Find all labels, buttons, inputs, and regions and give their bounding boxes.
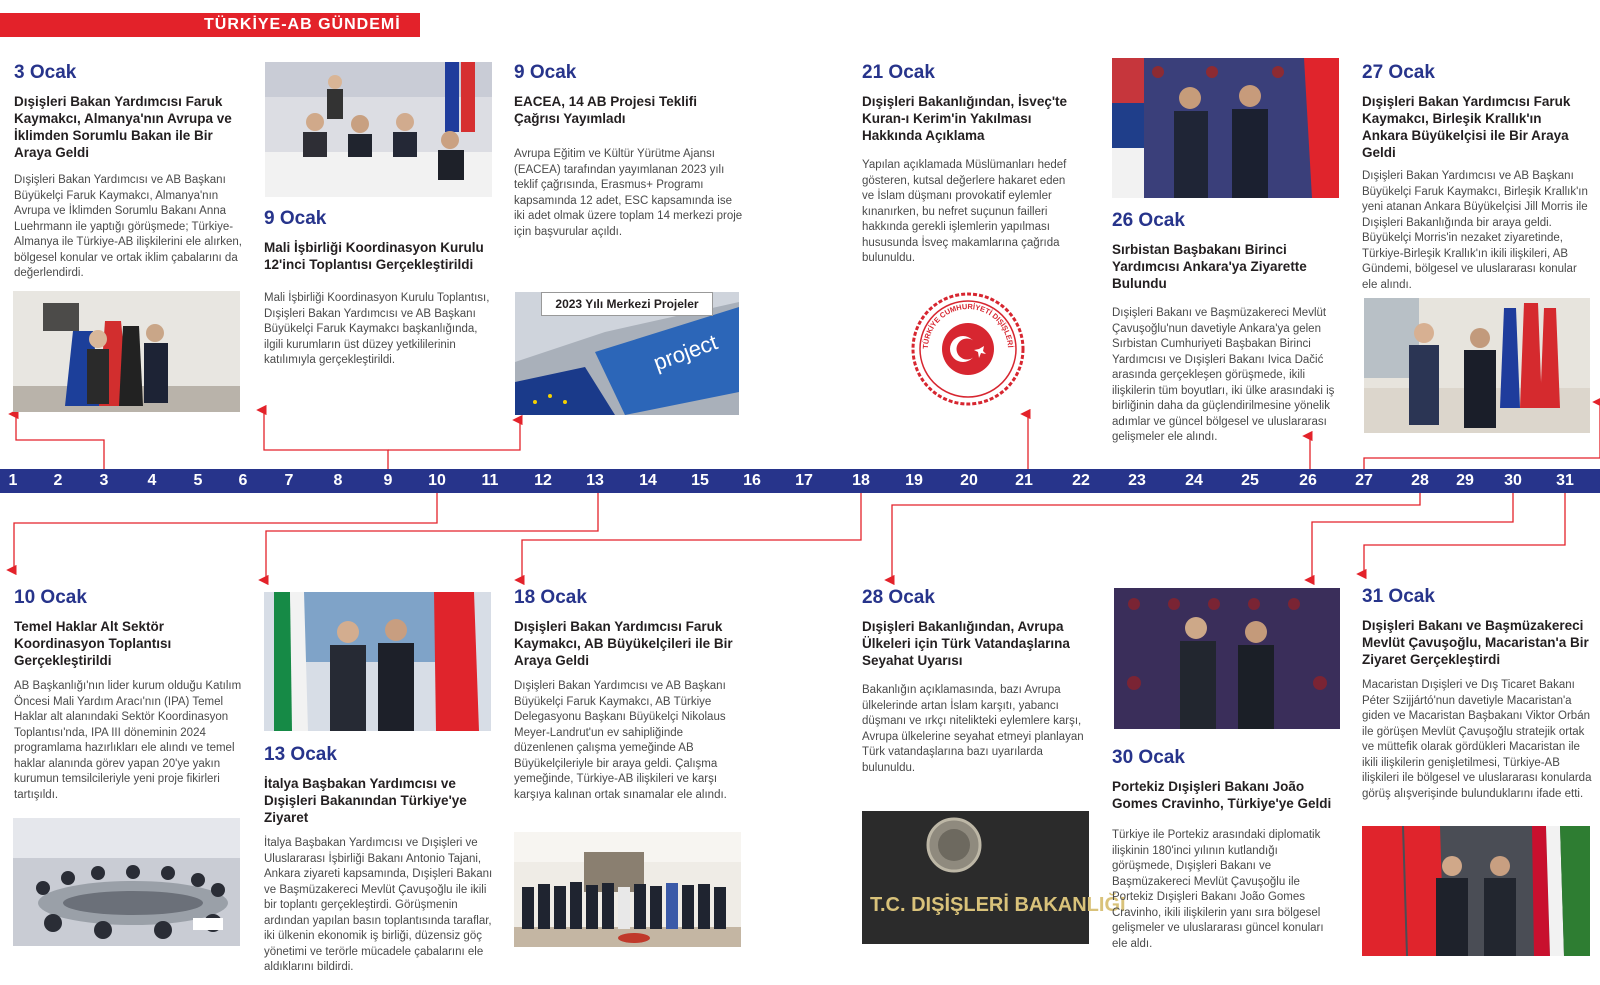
event-date: 3 Ocak xyxy=(14,62,77,83)
event-date: 21 Ocak xyxy=(862,62,935,83)
timeline-day-31: 31 xyxy=(1556,472,1574,489)
timeline-day-5: 5 xyxy=(193,472,203,489)
event-body: Avrupa Eğitim ve Kültür Yürütme Ajansı (EACEA) tarafından yayımlanan 2023 yılı teklif çağrısında, Erasmus+ Programı kapsamında 12 adet, ESC kapsamında ise iki adet olmak üzere toplam 14 merkezi proje için başvurular açıldı. xyxy=(514,148,743,238)
timeline-day-15: 15 xyxy=(691,472,709,489)
timeline-day-20: 20 xyxy=(960,472,978,489)
photo-jan31-handshake xyxy=(1362,826,1590,956)
event-body: Dışişleri Bakan Yardımcısı ve AB Başkanı Büyükelçi Faruk Kaymakcı, Almanya'nın Avrupa ve İklimden Sorumlu Bakanı Anna Luehrmann ile yaptığı görüşmede; Türkiye-Almanya ile Türkiye-AB ilişkilerini ele alırken, bölgesel konular ve ortak iklim çabalarını da değerlendirdi. xyxy=(14,174,242,279)
event-card-jan13 xyxy=(264,744,494,976)
timeline-day-30: 30 xyxy=(1504,472,1522,489)
project-key-label: project xyxy=(650,329,721,376)
event-date: 9 Ocak xyxy=(264,208,327,229)
event-title: Dışişleri Bakanlığından, İsveç'te Kuran-ı Kerim'in Yakılması Hakkında Açıklama xyxy=(862,94,1068,143)
event-card-jan3 xyxy=(14,62,244,282)
event-date: 28 Ocak xyxy=(862,587,935,608)
timeline-day-24: 24 xyxy=(1185,472,1203,489)
event-title: Dışişleri Bakanı ve Başmüzakereci Mevlüt Çavuşoğlu, Macaristan'a Bir Ziyaret Gerçekleştirdi xyxy=(1362,618,1589,667)
event-title: İtalya Başbakan Yardımcısı ve Dışişleri Bakanından Türkiye'ye Ziyaret xyxy=(264,776,467,825)
event-body: AB Başkanlığı'nın lider kurum olduğu Katılım Öncesi Mali Yardım Aracı'nın (IPA) Temel Haklar alt alanındaki Sektör Koordinasyon Toplantısı'nda, IPA III döneminin 2024 programlama hazırlıkları ele alındı ve temel haklar alanında görev yapan 20'ye yakın kurumun temsilcileriyle yeni proje fikirleri tartışıldı. xyxy=(14,680,242,801)
event-card-jan18 xyxy=(514,587,744,803)
photo-jan9-project-key xyxy=(515,292,739,415)
ministry-sign-text: T.C. DIŞİŞLERİ BAKANLIĞI xyxy=(870,894,1126,916)
event-date: 10 Ocak xyxy=(14,587,87,608)
event-title: Sırbistan Başbakanı Birinci Yardımcısı Ankara'ya Ziyarette Bulundu xyxy=(1112,242,1307,291)
event-title: Temel Haklar Alt Sektör Koordinasyon Toplantısı Gerçekleştirildi xyxy=(14,619,172,668)
event-body: Bakanlığın açıklamasında, bazı Avrupa ülkelerinde artan İslam karşıtı, yabancı düşmanı ve ırkçı nitelikteki eylemlere karşı, Avrupa ülkelerine seyahat etmeyi planlayan Türk vatandaşlarına bazı uyarılarda bulunuldu. xyxy=(862,684,1084,774)
event-date: 26 Ocak xyxy=(1112,210,1185,231)
event-card-jan9-mali xyxy=(264,208,494,369)
photo-jan3-meeting xyxy=(13,291,240,412)
event-title: Portekiz Dışişleri Bakanı João Gomes Cravinho, Türkiye'ye Geldi xyxy=(1112,779,1332,811)
event-title: Mali İşbirliği Koordinasyon Kurulu 12'inci Toplantısı Gerçekleştirildi xyxy=(264,240,484,272)
event-card-jan28 xyxy=(862,587,1092,776)
photo-jan9-meeting xyxy=(265,62,492,197)
event-body: Dışişleri Bakan Yardımcısı ve AB Başkanı Büyükelçi Faruk Kaymakcı, AB Türkiye Delegasyonu Başkanı Büyükelçi Nikolaus Meyer-Landrut'un ev sahipliğinde düzenlenen çalışma yemeğinde AB Büyükelçileriyle bir araya geldi. Çalışma yemeğinde, Türkiye-AB ilişkileri ve karşı karşıya kalınan ortak sınamalar ele alındı. xyxy=(514,680,727,801)
photo-jan28-ministry-sign xyxy=(862,811,1126,944)
event-card-jan27 xyxy=(1362,62,1590,293)
timeline-day-27: 27 xyxy=(1355,472,1373,489)
timeline-day-7: 7 xyxy=(284,472,294,489)
event-card-jan30 xyxy=(1112,747,1340,952)
timeline-day-21: 21 xyxy=(1015,472,1033,489)
timeline-day-22: 22 xyxy=(1072,472,1090,489)
event-title: EACEA, 14 AB Projesi Teklifi Çağrısı Yayımladı xyxy=(514,94,698,126)
event-body: Dışişleri Bakanı ve Başmüzakereci Mevlüt Çavuşoğlu'nun davetiyle Ankara'ya gelen Sırbistan Cumhuriyeti Başbakan Birinci Yardımcısı ve Dışişleri Bakanı Ivica Dačić arasında gerçekleşen görüşmede, ikili ilişkilerin tüm boyutları, iki ülke arasındaki iş birliğinin daha da güçlendirilmesine yönelik adımlar ve güncel bölgesel ve uluslararası gelişmeler ele alındı. xyxy=(1112,307,1335,443)
timeline-day-26: 26 xyxy=(1299,472,1317,489)
photo-jan10-conference xyxy=(13,818,240,946)
event-date: 27 Ocak xyxy=(1362,62,1435,83)
timeline-day-17: 17 xyxy=(795,472,813,489)
image-caption: 2023 Yılı Merkezi Projeler xyxy=(541,292,713,316)
timeline-day-28: 28 xyxy=(1411,472,1429,489)
event-date: 9 Ocak xyxy=(514,62,577,83)
photo-jan26-handshake xyxy=(1112,58,1339,198)
event-date: 30 Ocak xyxy=(1112,747,1185,768)
event-card-jan31 xyxy=(1362,586,1592,802)
timeline-day-2: 2 xyxy=(53,472,63,489)
event-title: Dışişleri Bakan Yardımcısı Faruk Kaymakcı, AB Büyükelçileri ile Bir Araya Geldi xyxy=(514,619,733,668)
event-title: Dışişleri Bakanlığından, Avrupa Ülkeleri için Türk Vatandaşlarına Seyahat Uyarısı xyxy=(862,619,1070,668)
photo-jan30-handshake xyxy=(1114,588,1340,729)
event-card-jan21 xyxy=(862,62,1077,267)
event-title: Dışişleri Bakan Yardımcısı Faruk Kaymakcı, Birleşik Krallık'ın Ankara Büyükelçisi ile Bir Araya Geldi xyxy=(1362,94,1571,160)
photo-jan13-handshake xyxy=(264,592,491,731)
timeline-day-4: 4 xyxy=(147,472,157,489)
timeline-day-13: 13 xyxy=(586,472,604,489)
event-body: Türkiye ile Portekiz arasındaki diplomatik ilişkinin 180'inci yılının kutlandığı görüşmede, Dışişleri Bakanı ve Başmüzakereci Mevlüt Çavuşoğlu ile Portekiz Dışişleri Bakanı João Gomes Cravinho, ikili ilişkilerin yanı sıra bölgesel gelişmeler ve uluslararası güncel konuları ele aldı. xyxy=(1112,829,1324,950)
ministry-seal-logo xyxy=(911,292,1025,406)
event-body: Macaristan Dışişleri ve Dış Ticaret Bakanı Péter Szijjártó'nun davetiyle Macaristan'a giden ve Macaristan Başbakanı Viktor Orbán ile görüşen Mevlüt Çavuşoğlu stratejik ortak ve müttefik olarak gördükleri Macaristan ile ikili ilişkilerin genişletilmesi, Türkiye-AB ilişkileri ile bölgesel ve uluslararası konularda görüş alışverişinde bulunduklarını ifade etti. xyxy=(1362,679,1592,800)
photo-jan18-group xyxy=(514,832,741,947)
timeline-day-6: 6 xyxy=(238,472,248,489)
event-body: İtalya Başbakan Yardımcısı ve Dışişleri ve Uluslararası İşbirliği Bakanı Antonio Tajani, Ankara ziyareti kapsamında, Dışişleri Bakanı ve Başmüzakereci Mevlüt Çavuşoğlu ile ikili bir toplantı gerçekleştirdi. Görüşmenin ardından yapılan basın toplantısında taraflar, iki ülkenin ekonomik iş birliği, düzensiz göç yönetimi ve terörle mücadele çabalarını ele aldıklarını bildirdi. xyxy=(264,837,493,973)
timeline-day-1: 1 xyxy=(8,472,18,489)
event-body: Dışişleri Bakan Yardımcısı ve AB Başkanı Büyükelçi Faruk Kaymakcı, Birleşik Krallık'ın yeni atanan Ankara Büyükelçisi Jill Morris ile Dışişleri Bakanlığında bir araya geldi. Büyükelçi Morris'in nezaket ziyaretinde, Türkiye-Birleşik Krallık'ın ikili ilişkileri, AB Gündemi, bölgesel ve uluslararası konular ele alındı. xyxy=(1362,170,1588,291)
event-date: 13 Ocak xyxy=(264,744,337,765)
timeline-day-3: 3 xyxy=(99,472,109,489)
timeline-day-14: 14 xyxy=(639,472,657,489)
timeline-day-12: 12 xyxy=(534,472,552,489)
timeline-day-11: 11 xyxy=(481,472,499,489)
page-title: TÜRKİYE-AB GÜNDEMİ xyxy=(204,16,401,33)
timeline-day-23: 23 xyxy=(1128,472,1146,489)
event-date: 18 Ocak xyxy=(514,587,587,608)
photo-jan27-meeting xyxy=(1364,298,1590,433)
seal-text: TÜRKİYE CUMHURİYETİ DIŞİŞLERİ xyxy=(920,301,1015,350)
event-date: 31 Ocak xyxy=(1362,586,1435,607)
event-title: Dışişleri Bakan Yardımcısı Faruk Kaymakcı, Almanya'nın Avrupa ve İklimden Sorumlu Bakan ile Bir Araya Geldi xyxy=(14,94,232,160)
event-card-jan10 xyxy=(14,587,244,803)
timeline-day-29: 29 xyxy=(1456,472,1474,489)
event-card-jan26 xyxy=(1112,210,1340,446)
event-body: Yapılan açıklamada Müslümanları hedef gösteren, kutsal değerlere hakaret eden ve İslam düşmanı provokatif eylemler kınanırken, bu nefret suçunun failleri hakkında gerekli işlemlerin yapılması hususunda İsveç makamlarına çağrıda bulunuldu. xyxy=(862,159,1067,264)
timeline-day-10: 10 xyxy=(428,472,446,489)
timeline-day-18: 18 xyxy=(852,472,870,489)
event-body: Mali İşbirliği Koordinasyon Kurulu Toplantısı, Dışişleri Bakan Yardımcısı ve AB Başkanı Büyükelçi Faruk Kaymakcı başkanlığında, ilgili kurumların üst düzey yetkililerinin katılımıyla gerçekleştirildi. xyxy=(264,292,490,366)
timeline-day-8: 8 xyxy=(333,472,343,489)
timeline-day-25: 25 xyxy=(1241,472,1259,489)
timeline-day-16: 16 xyxy=(743,472,761,489)
timeline-day-19: 19 xyxy=(905,472,923,489)
event-card-jan9-eacea xyxy=(514,62,744,240)
header-banner xyxy=(0,13,420,37)
timeline-day-9: 9 xyxy=(383,472,393,489)
